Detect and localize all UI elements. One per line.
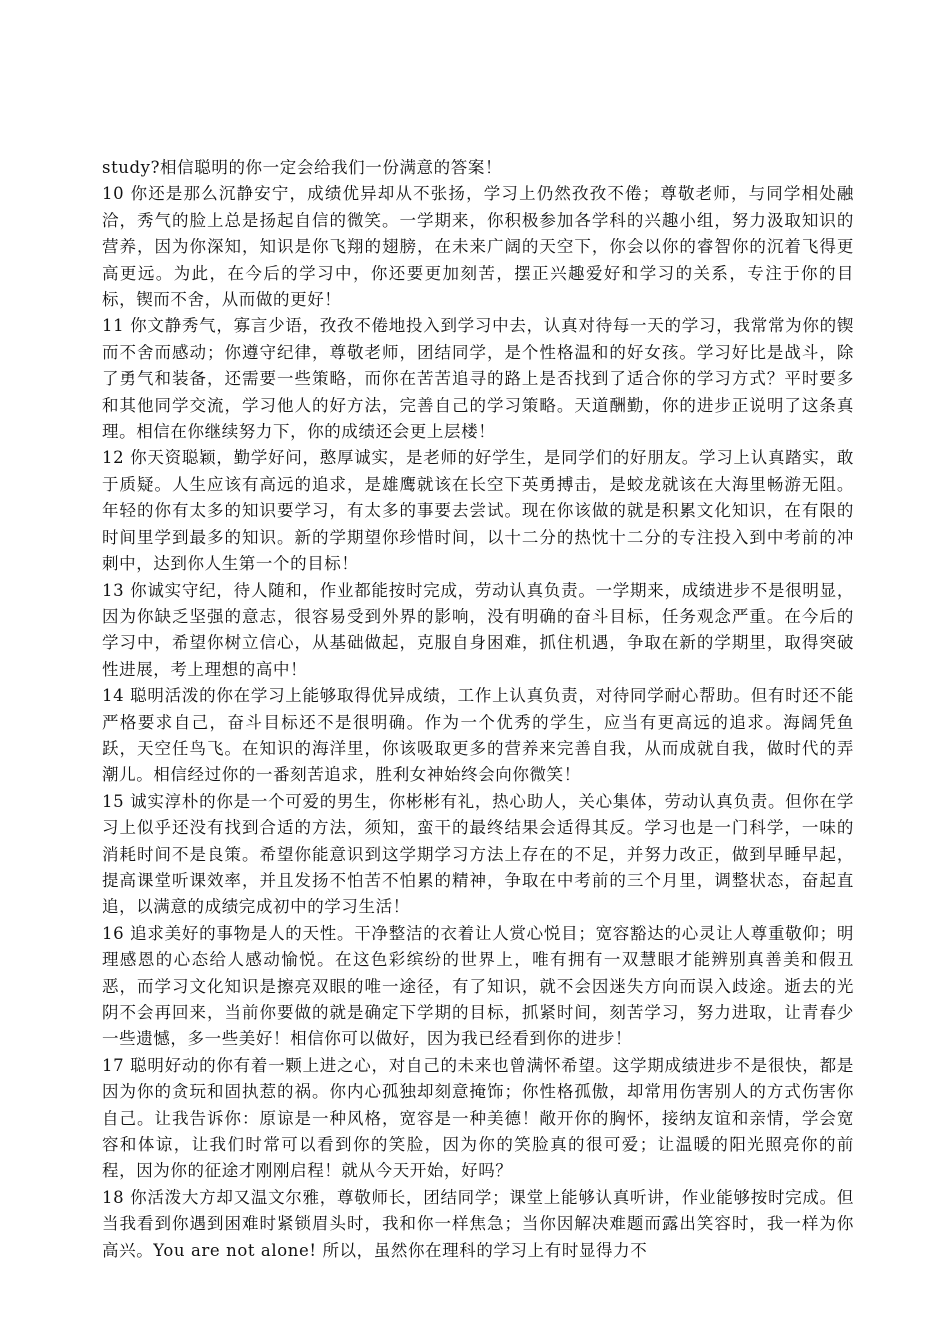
comment-16: 16 追求美好的事物是人的天性。干净整洁的衣着让人赏心悦目；宽容豁达的心灵让人尊重敬仰；明理感恩的心态给人感动愉悦。在这色彩缤纷的世界上，唯有拥有一双慧眼才能辨别真善美和假丑恶，而学习文化知识是擦亮双眼的唯一途径，有了知识，就不会因迷失方向而误入歧途。逝去的光阴不会再回来，当前你要做的就是确定下学期的目标，抓紧时间，刻苦学习，努力进取，让青春少一些遗憾，多一些美好！相信你可以做好，因为我已经看到你的进步！ — [102, 923, 854, 1049]
comment-17: 17 聪明好动的你有着一颗上进之心，对自己的未来也曾满怀希望。这学期成绩进步不是很快，都是因为你的贪玩和固执惹的祸。你内心孤独却刻意掩饰；你性格孤傲，却常用伤害别人的方式伤害你自己。让我告诉你：原谅是一种风格，宽容是一种美德！敞开你的胸怀，接纳友谊和亲情，学会宽容和体谅，让我们时常可以看到你的笑脸，因为你的笑脸真的很可爱；让温暖的阳光照亮你的前程，因为你的征途才刚刚启程！就从今天开始，好吗？ — [102, 1055, 854, 1181]
comment-11: 11 你文静秀气，寡言少语，孜孜不倦地投入到学习中去，认真对待每一天的学习，我常常为你的锲而不舍而感动；你遵守纪律，尊敬老师，团结同学，是个性格温和的好女孩。学习好比是战斗，除了勇气和装备，还需要一些策略，而你在苦苦追寻的路上是否找到了适合你的学习方式？平时要多和其他同学交流，学习他人的好方法，完善自己的学习策略。天道酬勤，你的进步正说明了这条真理。相信在你继续努力下，你的成绩还会更上层楼！ — [102, 316, 854, 442]
comment-12: 12 你天资聪颖，勤学好问，憨厚诚实，是老师的好学生，是同学们的好朋友。学习上认真踏实，敢于质疑。人生应该有高远的追求，是雄鹰就该在长空下英勇搏击，是蛟龙就该在大海里畅游无阻。年轻的你有太多的知识要学习，有太多的事要去尝试。现在你该做的就是积累文化知识，在有限的时间里学到最多的知识。新的学期望你珍惜时间，以十二分的热忱十二分的专注投入到中考前的冲刺中，达到你人生第一个的目标！ — [102, 448, 854, 574]
comment-10: 10 你还是那么沉静安宁，成绩优异却从不张扬，学习上仍然孜孜不倦；尊敬老师，与同学相处融洽，秀气的脸上总是扬起自信的微笑。一学期来，你积极参加各学科的兴趣小组，努力汲取知识的营养，因为你深知，知识是你飞翔的翅膀，在未来广阔的天空下，你会以你的睿智你的沉着飞得更高更远。为此，在今后的学习中，你还要更加刻苦，摆正兴趣爱好和学习的关系，专注于你的目标，锲而不舍，从而做的更好！ — [102, 184, 854, 310]
comment-14: 14 聪明活泼的你在学习上能够取得优异成绩，工作上认真负责，对待同学耐心帮助。但有时还不能严格要求自己，奋斗目标还不是很明确。作为一个优秀的学生，应当有更高远的追求。海阔凭鱼跃，天空任鸟飞。在知识的海洋里，你该吸取更多的营养来完善自我，从而成就自我，做时代的弄潮儿。相信经过你的一番刻苦追求，胜利女神始终会向你微笑！ — [102, 686, 854, 785]
document-body — [102, 155, 854, 1264]
comment-18: 18 你活泼大方却又温文尔雅，尊敬师长，团结同学；课堂上能够认真听讲，作业能够按时完成。但当我看到你遇到困难时紧锁眉头时，我和你一样焦急；当你因解决难题而露出笑容时，我一样为你高兴。You are not alone! 所以，虽然你在理科的学习上有时显得力不 — [102, 1187, 854, 1260]
comment-15: 15 诚实淳朴的你是一个可爱的男生，你彬彬有礼，热心助人，关心集体，劳动认真负责。但你在学习上似乎还没有找到合适的方法，须知，蛮干的最终结果会适得其反。学习也是一门科学，一味的消耗时间不是良策。希望你能意识到这学期学习方法上存在的不足，并努力改正，做到早睡早起，提高课堂听课效率，并且发扬不怕苦不怕累的精神，争取在中考前的三个月里，调整状态，奋起直追，以满意的成绩完成初中的学习生活！ — [102, 791, 854, 917]
paragraph-continuation: study?相信聪明的你一定会给我们一份满意的答案！ — [102, 158, 503, 177]
comment-13: 13 你诚实守纪，待人随和，作业都能按时完成，劳动认真负责。一学期来，成绩进步不是很明显，因为你缺乏坚强的意志，很容易受到外界的影响，没有明确的奋斗目标，任务观念严重。在今后的学习中，希望你树立信心，从基础做起，克服自身困难，抓住机遇，争取在新的学期里，取得突破性进展，考上理想的高中！ — [102, 580, 854, 679]
